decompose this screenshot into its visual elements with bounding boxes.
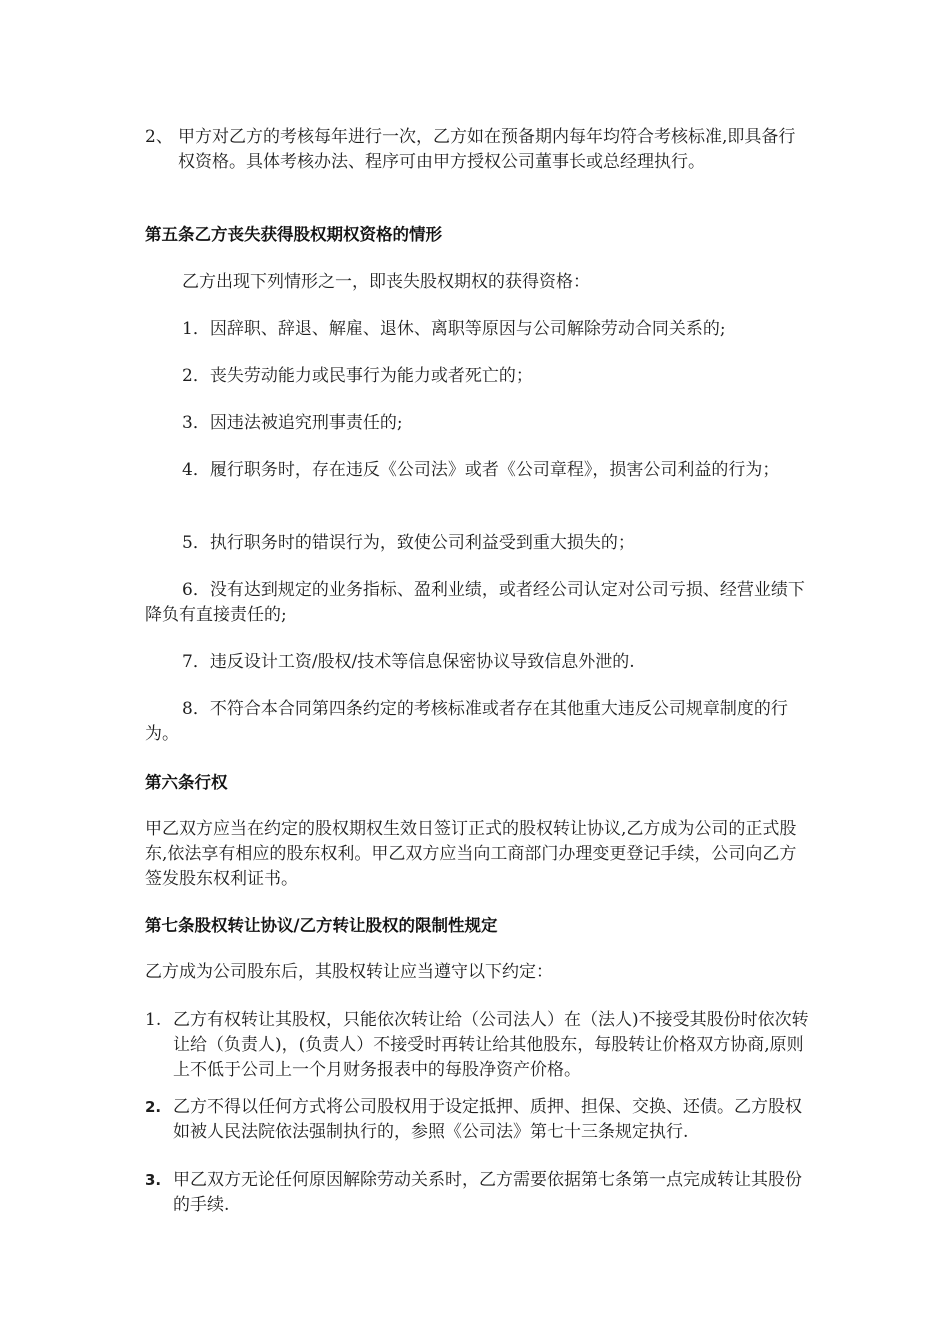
list-item-text: 乙方有权转让其股权，只能依次转让给（公司法人）在（法人)不接受其股份时依次转让给（负责人)，(负责人）不接受时再转让给其他股东，每股转让价格双方协商,原则上不低于公司上一个月财务报表中的每股净资产价格。 [173, 1010, 809, 1080]
article-5-intro: 乙方出现下列情形之一，即丧失股权期权的获得资格： [182, 272, 590, 292]
article-5-item-8: 8．不符合本合同第四条约定的考核标准或者存在其他重大违反公司规章制度的行为。 [145, 699, 788, 744]
article-5-item-1: 1．因辞职、辞退、解雇、退休、离职等原因与公司解除劳动合同关系的; [182, 319, 726, 339]
article-6-body: 甲乙双方应当在约定的股权期权生效日签订正式的股权转让协议,乙方成为公司的正式股东,依法享有相应的股东权利。甲乙双方应当向工商部门办理变更登记手续，公司向乙方签发股东权利证书。 [145, 819, 797, 889]
list-item-text: 乙方不得以任何方式将公司股权用于设定抵押、质押、担保、交换、还债。乙方股权如被人民法院依法强制执行的，参照《公司法》第七十三条规定执行. [173, 1097, 802, 1142]
list-item-number: 1. [145, 1010, 162, 1030]
article-5-title: 第五条乙方丧失获得股权期权资格的情形 [145, 225, 442, 244]
article-5-item-3: 3．因违法被追究刑事责任的; [182, 413, 403, 433]
list-item-number: 3. [145, 1171, 162, 1189]
article-5-item-5: 5．执行职务时的错误行为，致使公司利益受到重大损失的； [182, 533, 635, 553]
article-5-item-4: 4．履行职务时，存在违反《公司法》或者《公司章程》，损害公司利益的行为； [182, 460, 780, 480]
list-item-text: 甲方对乙方的考核每年进行一次，乙方如在预备期内每年均符合考核标准,即具备行权资格。具体考核办法、程序可由甲方授权公司董事长或总经理执行。 [178, 127, 796, 172]
list-item-2 [145, 125, 810, 175]
article-7-item-3 [145, 1168, 810, 1218]
list-item-number: 2、 [145, 127, 173, 147]
article-7-intro: 乙方成为公司股东后，其股权转让应当遵守以下约定： [145, 962, 553, 982]
list-item-number: 2. [145, 1098, 162, 1116]
article-5-item-2: 2．丧失劳动能力或民事行为能力或者死亡的； [182, 366, 533, 386]
article-7-item-2 [145, 1095, 810, 1145]
article-6-title: 第六条行权 [145, 773, 228, 792]
list-item-text: 甲乙双方无论任何原因解除劳动关系时，乙方需要依据第七条第一点完成转让其股份的手续. [173, 1170, 802, 1215]
article-7-item-1 [145, 1008, 810, 1083]
article-7-title: 第七条股权转让协议/乙方转让股权的限制性规定 [145, 916, 498, 935]
article-5-item-6: 6．没有达到规定的业务指标、盈利业绩，或者经公司认定对公司亏损、经营业绩下降负有直接责任的; [145, 580, 805, 625]
article-5-item-7: 7．违反设计工资/股权/技术等信息保密协议导致信息外泄的. [182, 652, 635, 672]
